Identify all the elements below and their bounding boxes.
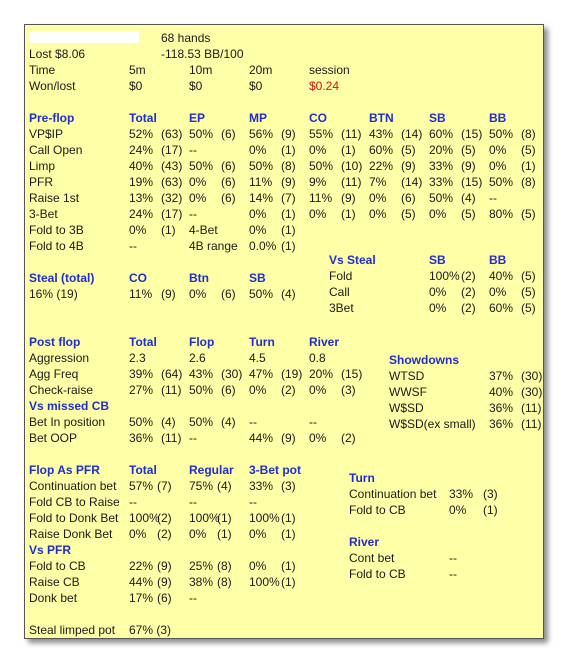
preflop-pct: 80% xyxy=(489,207,514,221)
preflop-count: (63) xyxy=(161,175,183,189)
showdown-pct: 37% xyxy=(489,369,514,383)
preflop-count: (1) xyxy=(281,143,296,157)
postflop-pct: 50% xyxy=(189,415,214,429)
flop-pfr-pct: 75% xyxy=(189,479,214,493)
vs-missed-cb-header: Vs missed CB xyxy=(29,399,110,413)
preflop-pct: 9% xyxy=(309,175,327,189)
preflop-pct: 0% xyxy=(249,143,267,157)
flop-pfr-count: (6) xyxy=(157,591,172,605)
flop-pfr-count: (8) xyxy=(217,559,232,573)
preflop-count: (14) xyxy=(401,175,423,189)
steal-value: 11% xyxy=(129,287,153,301)
flop-pfr-pct: 0% xyxy=(249,527,267,541)
bb-per-100: -118.53 BB/100 xyxy=(161,47,244,61)
river-label: Fold to CB xyxy=(349,567,406,581)
flop-pfr-label: Fold to Donk Bet xyxy=(29,511,119,525)
preflop-pct: 50% xyxy=(189,127,214,141)
vs-steal-pct: 60% xyxy=(489,301,514,315)
preflop-pct: 4-Bet xyxy=(189,223,218,237)
preflop-pct: 50% xyxy=(489,127,514,141)
preflop-pct: 55% xyxy=(309,127,334,141)
flop-pfr-pct: 0% xyxy=(189,527,207,541)
steal-value: (6) xyxy=(221,287,236,301)
flop-pfr-pct: -- xyxy=(129,495,137,509)
preflop-pct: 0% xyxy=(309,207,327,221)
preflop-pct: 11% xyxy=(309,191,333,205)
postflop-count: (15) xyxy=(341,367,363,381)
preflop-pct: 0% xyxy=(489,143,507,157)
vs-steal-label: Fold xyxy=(329,269,353,283)
preflop-pct: 0% xyxy=(429,207,447,221)
flop-pfr-count: (1) xyxy=(281,511,296,525)
preflop-row-label: Call Open xyxy=(29,143,83,157)
vs-steal-pct: 100% xyxy=(429,269,460,283)
showdown-label: WWSF xyxy=(389,385,427,399)
turn-pct: 0% xyxy=(449,503,467,517)
postflop-pct: 20% xyxy=(309,367,334,381)
preflop-pct: 0% xyxy=(249,207,267,221)
preflop-pct: 43% xyxy=(369,127,394,141)
wonlost-value: $0 xyxy=(189,79,203,93)
vs-steal-pct: 0% xyxy=(489,285,507,299)
preflop-count: (7) xyxy=(281,191,296,205)
turn-label: Continuation bet xyxy=(349,487,437,501)
flop-pfr-pct: 100% xyxy=(129,511,160,525)
steal-total: 16% (19) xyxy=(29,287,78,301)
postflop-pct: 47% xyxy=(249,367,274,381)
preflop-header: BB xyxy=(489,111,507,125)
flop-pfr-count: (4) xyxy=(217,479,232,493)
preflop-pct: 50% xyxy=(249,159,274,173)
flop-pfr-label: Raise CB xyxy=(29,575,80,589)
postflop-pct: 27% xyxy=(129,383,154,397)
postflop-count: (3) xyxy=(341,383,356,397)
flop-pfr-count: (9) xyxy=(157,559,172,573)
postflop-pct: 0% xyxy=(249,383,267,397)
flop-pfr-pct: -- xyxy=(249,495,257,509)
preflop-count: (1) xyxy=(281,223,296,237)
preflop-count: (6) xyxy=(221,127,236,141)
vs-steal-header: BB xyxy=(489,253,507,267)
preflop-count: (32) xyxy=(161,191,183,205)
vs-steal-count: (5) xyxy=(521,269,536,283)
wonlost-value: $0 xyxy=(249,79,263,93)
preflop-header: Pre-flop xyxy=(29,111,75,125)
preflop-count: (5) xyxy=(461,143,476,157)
turn-pct: 33% xyxy=(449,487,474,501)
flop-pfr-label: Continuation bet xyxy=(29,479,117,493)
vs-steal-count: (2) xyxy=(461,301,476,315)
vs-steal-label: Call xyxy=(329,285,350,299)
player-name-field xyxy=(29,31,139,43)
preflop-pct: -- xyxy=(489,191,497,205)
wonlost-value: $0.24 xyxy=(309,79,340,93)
preflop-header: MP xyxy=(249,111,267,125)
postflop-pct: 0% xyxy=(309,383,327,397)
preflop-count: (1) xyxy=(341,207,356,221)
preflop-pct: 0% xyxy=(189,191,207,205)
flop-pfr-count: (8) xyxy=(217,575,232,589)
postflop-pct: -- xyxy=(189,431,197,445)
preflop-pct: 24% xyxy=(129,207,154,221)
turn-header: Turn xyxy=(349,471,375,485)
preflop-count: (17) xyxy=(161,207,183,221)
showdown-label: WTSD xyxy=(389,369,425,383)
preflop-count: (15) xyxy=(461,175,483,189)
flop-pfr-count: (7) xyxy=(157,479,172,493)
preflop-count: (9) xyxy=(401,159,416,173)
vs-steal-pct: 40% xyxy=(489,269,514,283)
showdown-pct: 40% xyxy=(489,385,514,399)
preflop-pct: 60% xyxy=(429,127,454,141)
preflop-count: (1) xyxy=(281,207,296,221)
flop-pfr-header: Regular xyxy=(189,463,234,477)
preflop-pct: 52% xyxy=(129,127,154,141)
time-label: Time xyxy=(29,63,56,77)
preflop-count: (6) xyxy=(221,191,236,205)
showdown-label: W$SD xyxy=(389,401,424,415)
preflop-count: (1) xyxy=(161,223,176,237)
stats-panel xyxy=(24,24,544,639)
preflop-count: (4) xyxy=(461,191,476,205)
preflop-pct: 50% xyxy=(189,159,214,173)
preflop-row-label: Fold to 3B xyxy=(29,223,84,237)
flop-pfr-header: Total xyxy=(129,463,157,477)
showdown-count: (30) xyxy=(521,369,543,383)
postflop-count: (2) xyxy=(341,431,356,445)
flop-pfr-label: Donk bet xyxy=(29,591,78,605)
flop-pfr-count: (2) xyxy=(157,527,172,541)
postflop-count: (4) xyxy=(161,415,176,429)
preflop-pct: -- xyxy=(189,207,197,221)
flop-pfr-count: (9) xyxy=(157,575,172,589)
steal-value: 0% xyxy=(189,287,207,301)
preflop-count: (9) xyxy=(341,191,356,205)
steal-header: SB xyxy=(249,271,266,285)
preflop-count: (6) xyxy=(221,175,236,189)
preflop-count: (63) xyxy=(161,127,183,141)
flop-pfr-pct: 57% xyxy=(129,479,154,493)
vs-steal-count: (2) xyxy=(461,269,476,283)
flop-pfr-pct: 38% xyxy=(189,575,214,589)
postflop-count: (19) xyxy=(281,367,303,381)
preflop-row-label: VP$IP xyxy=(29,127,64,141)
preflop-count: (5) xyxy=(401,143,416,157)
river-value: -- xyxy=(449,551,457,565)
time-col: session xyxy=(309,63,350,77)
preflop-count: (9) xyxy=(281,175,296,189)
preflop-pct: 0% xyxy=(369,191,387,205)
preflop-pct: 50% xyxy=(489,175,514,189)
flop-pfr-pct: 33% xyxy=(249,479,274,493)
postflop-pct: 2.6 xyxy=(189,351,206,365)
preflop-pct: 56% xyxy=(249,127,274,141)
preflop-count: (9) xyxy=(461,159,476,173)
preflop-pct: 60% xyxy=(369,143,394,157)
preflop-header: SB xyxy=(429,111,446,125)
preflop-pct: -- xyxy=(129,239,137,253)
preflop-count: (1) xyxy=(341,143,356,157)
preflop-pct: 0% xyxy=(189,175,207,189)
vs-steal-header: SB xyxy=(429,253,446,267)
postflop-pct: 39% xyxy=(129,367,154,381)
postflop-header: Turn xyxy=(249,335,275,349)
preflop-pct: 0% xyxy=(309,143,327,157)
postflop-pct: 36% xyxy=(129,431,154,445)
preflop-pct: 13% xyxy=(129,191,154,205)
preflop-pct: 0% xyxy=(369,207,387,221)
flop-pfr-label: Fold to CB xyxy=(29,559,86,573)
postflop-count: (11) xyxy=(161,431,182,445)
preflop-pct: 0% xyxy=(249,223,267,237)
vs-steal-label: 3Bet xyxy=(329,301,354,315)
preflop-pct: 19% xyxy=(129,175,154,189)
flop-pfr-count: (1) xyxy=(281,527,296,541)
preflop-pct: 0% xyxy=(489,159,507,173)
flop-pfr-pct: -- xyxy=(189,495,197,509)
preflop-count: (9) xyxy=(281,127,296,141)
postflop-header: Total xyxy=(129,335,157,349)
postflop-header: Post flop xyxy=(29,335,81,349)
vs-steal-count: (2) xyxy=(461,285,476,299)
preflop-pct: 11% xyxy=(249,175,273,189)
flop-pfr-pct: 0% xyxy=(129,527,147,541)
postflop-count: (64) xyxy=(161,367,183,381)
showdown-count: (11) xyxy=(521,401,542,415)
steal-value: 50% xyxy=(249,287,274,301)
preflop-pct: 40% xyxy=(129,159,154,173)
preflop-pct: 4B range xyxy=(189,239,238,253)
postflop-pct: 4.5 xyxy=(249,351,266,365)
preflop-count: (8) xyxy=(521,175,536,189)
postflop-pct: 43% xyxy=(189,367,214,381)
preflop-count: (5) xyxy=(521,207,536,221)
postflop-count: (11) xyxy=(161,383,182,397)
postflop-pct: 50% xyxy=(189,383,214,397)
preflop-count: (14) xyxy=(401,127,423,141)
time-col: 10m xyxy=(189,63,213,77)
preflop-count: (11) xyxy=(341,175,362,189)
flop-pfr-pct: 100% xyxy=(189,511,220,525)
postflop-header: River xyxy=(309,335,340,349)
postflop-count: (2) xyxy=(281,383,296,397)
flop-pfr-count: (1) xyxy=(217,511,232,525)
preflop-count: (5) xyxy=(461,207,476,221)
steal-header: Steal (total) xyxy=(29,271,95,285)
time-col: 20m xyxy=(249,63,273,77)
steal-value: (4) xyxy=(281,287,296,301)
preflop-count: (8) xyxy=(521,127,536,141)
preflop-pct: 50% xyxy=(429,191,454,205)
postflop-pct: 0% xyxy=(309,431,327,445)
postflop-pct: 0.8 xyxy=(309,351,326,365)
preflop-count: (5) xyxy=(401,207,416,221)
preflop-row-label: Fold to 4B xyxy=(29,239,84,253)
turn-label: Fold to CB xyxy=(349,503,406,517)
flop-pfr-label: Raise Donk Bet xyxy=(29,527,113,541)
flop-pfr-pct: 44% xyxy=(129,575,154,589)
flop-pfr-pct: 0% xyxy=(249,559,267,573)
postflop-pct: -- xyxy=(309,415,317,429)
postflop-row-label: Bet In position xyxy=(29,415,106,429)
postflop-row-label: Aggression xyxy=(29,351,90,365)
preflop-row-label: Limp xyxy=(29,159,56,173)
turn-count: (3) xyxy=(483,487,498,501)
preflop-pct: 22% xyxy=(369,159,394,173)
preflop-pct: 33% xyxy=(429,175,454,189)
preflop-pct: 33% xyxy=(429,159,454,173)
steal-limped-label: Steal limped pot xyxy=(29,623,116,637)
flop-pfr-pct: 22% xyxy=(129,559,154,573)
steal-header: CO xyxy=(129,271,147,285)
showdown-label: W$SD(ex small) xyxy=(389,417,476,431)
preflop-pct: 0% xyxy=(129,223,147,237)
turn-count: (1) xyxy=(483,503,498,517)
preflop-header: CO xyxy=(309,111,327,125)
preflop-pct: 24% xyxy=(129,143,154,157)
preflop-count: (5) xyxy=(521,143,536,157)
steal-limped-value: 67% (3) xyxy=(129,623,172,637)
flop-pfr-header: 3-Bet pot xyxy=(249,463,301,477)
showdown-pct: 36% xyxy=(489,401,514,415)
preflop-count: (10) xyxy=(341,159,363,173)
preflop-pct: 7% xyxy=(369,175,387,189)
vs-steal-pct: 0% xyxy=(429,285,447,299)
wonlost-value: $0 xyxy=(129,79,143,93)
preflop-count: (43) xyxy=(161,159,183,173)
preflop-count: (11) xyxy=(341,127,362,141)
preflop-header: BTN xyxy=(369,111,394,125)
flop-pfr-pct: -- xyxy=(189,591,197,605)
postflop-row-label: Agg Freq xyxy=(29,367,79,381)
time-col: 5m xyxy=(129,63,146,77)
preflop-count: (15) xyxy=(461,127,483,141)
flop-pfr-label: Fold CB to Raise xyxy=(29,495,120,509)
preflop-count: (1) xyxy=(521,159,536,173)
flop-pfr-pct: 100% xyxy=(249,575,280,589)
flop-pfr-count: (1) xyxy=(281,575,296,589)
flop-pfr-count: (3) xyxy=(281,479,296,493)
flop-pfr-pct: 17% xyxy=(129,591,154,605)
preflop-header: Total xyxy=(129,111,157,125)
preflop-pct: 50% xyxy=(309,159,334,173)
showdown-count: (30) xyxy=(521,385,543,399)
showdowns-header: Showdowns xyxy=(389,353,459,367)
postflop-pct: 2.3 xyxy=(129,351,146,365)
preflop-count: (8) xyxy=(281,159,296,173)
lost-amount: Lost $8.06 xyxy=(29,47,86,61)
postflop-count: (4) xyxy=(221,415,236,429)
vs-pfr-header: Vs PFR xyxy=(29,543,72,557)
showdown-pct: 36% xyxy=(489,417,514,431)
flop-pfr-count: (1) xyxy=(281,559,296,573)
preflop-count: (17) xyxy=(161,143,183,157)
postflop-count: (30) xyxy=(221,367,243,381)
river-value: -- xyxy=(449,567,457,581)
river-header: River xyxy=(349,535,380,549)
showdown-count: (11) xyxy=(521,417,542,431)
vs-steal-count: (5) xyxy=(521,285,536,299)
postflop-pct: 44% xyxy=(249,431,274,445)
preflop-pct: -- xyxy=(189,143,197,157)
postflop-count: (9) xyxy=(281,431,296,445)
preflop-count: (6) xyxy=(401,191,416,205)
postflop-count: (6) xyxy=(221,383,236,397)
preflop-header: EP xyxy=(189,111,206,125)
postflop-pct: -- xyxy=(249,415,257,429)
preflop-pct: 0.0% xyxy=(249,239,277,253)
river-label: Cont bet xyxy=(349,551,395,565)
hands-count: 68 hands xyxy=(161,31,211,45)
preflop-count: (1) xyxy=(281,239,296,253)
flop-pfr-pct: 100% xyxy=(249,511,280,525)
steal-header: Btn xyxy=(189,271,209,285)
preflop-row-label: 3-Bet xyxy=(29,207,58,221)
postflop-header: Flop xyxy=(189,335,215,349)
preflop-count: (6) xyxy=(221,159,236,173)
flop-pfr-count: (1) xyxy=(217,527,232,541)
postflop-row-label: Bet OOP xyxy=(29,431,78,445)
preflop-row-label: Raise 1st xyxy=(29,191,80,205)
flop-pfr-count: (2) xyxy=(157,511,172,525)
preflop-pct: 14% xyxy=(249,191,274,205)
vs-steal-header: Vs Steal xyxy=(329,253,376,267)
preflop-row-label: PFR xyxy=(29,175,53,189)
postflop-row-label: Check-raise xyxy=(29,383,94,397)
flop-pfr-header: Flop As PFR xyxy=(29,463,100,477)
vs-steal-count: (5) xyxy=(521,301,536,315)
flop-pfr-pct: 25% xyxy=(189,559,214,573)
wonlost-label: Won/lost xyxy=(29,79,76,93)
postflop-pct: 50% xyxy=(129,415,154,429)
vs-steal-pct: 0% xyxy=(429,301,447,315)
preflop-pct: 20% xyxy=(429,143,454,157)
steal-value: (9) xyxy=(161,287,176,301)
